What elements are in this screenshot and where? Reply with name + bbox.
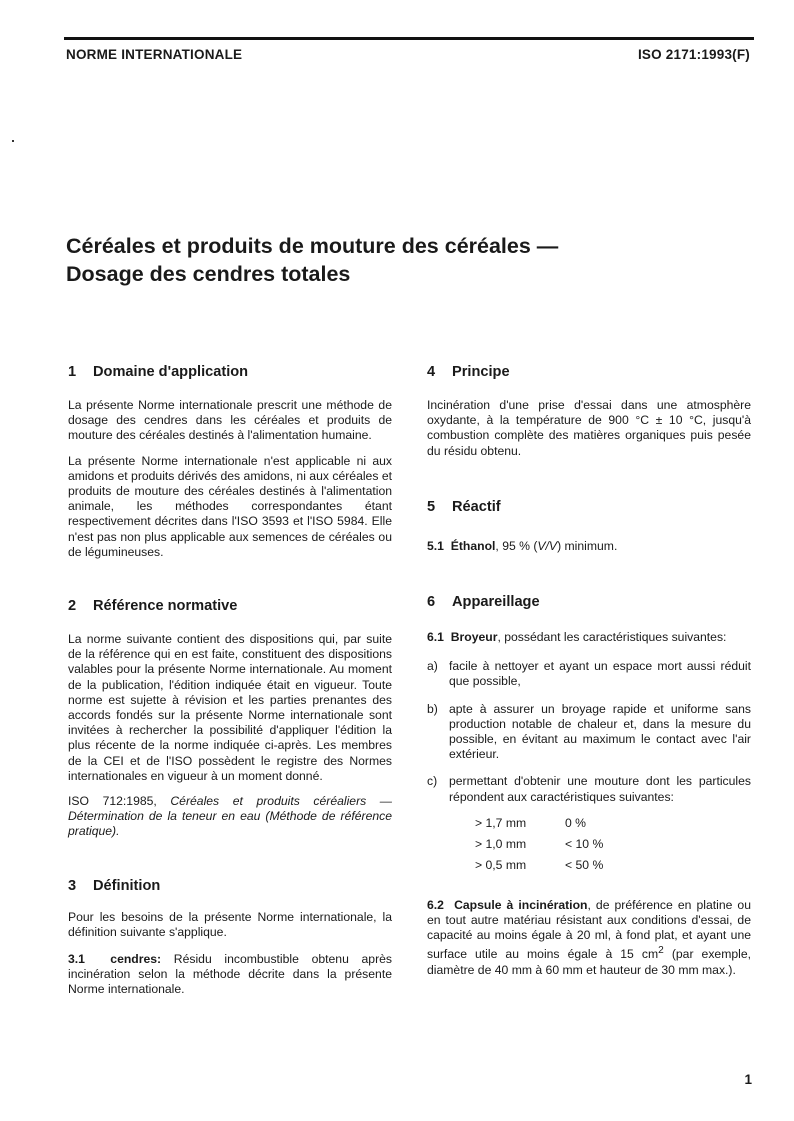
section-3-paragraph-1: Pour les besoins de la présente Norme internationale, la définition suivante s'applique. [68,909,392,939]
list-item-a: a) facile à nettoyer et ayant un espace mort aussi réduit que possible, [427,659,751,689]
title-line-2: Dosage des cendres totales [66,262,351,286]
header-standard-type: NORME INTERNATIONALE [66,47,243,62]
header-rule [64,37,754,40]
section-3-definition: 3.1 cendres: Résidu incombustible obtenu après incinération selon la méthode décrite dans la présente Norme internationale. [68,952,392,997]
list-item-c: c) permettant d'obtenir une mouture dont les particules répondent aux caractéristiques suivantes: [427,774,751,804]
particle-size-table [475,813,751,876]
document-title [66,232,706,288]
section-6-item-1: 6.1 Broyeur, possédant les caractéristiques suivantes: [427,630,727,645]
section-4-paragraph-1: Incinération d'une prise d'essai dans une atmosphère oxydante, à la température de 900 °C ± 10 °C, jusqu'à combustion complète des matières organiques puis pesée du résidu obtenu. [427,398,751,458]
section-3-heading: 3 Définition [68,877,161,894]
left-column [68,362,392,998]
section-4-heading: 4 Principe [427,364,510,380]
section-2-reference: ISO 712:1985, Céréales et produits céréaliers — Détermination de la teneur en eau (Méthode de référence pratique). [68,794,392,839]
header-standard-number: ISO 2171:1993(F) [637,47,750,62]
section-1-paragraph-1: La présente Norme internationale prescrit une méthode de dosage des cendres dans les céréales et produits de mouture des céréales destinés à l'alimentation humaine. [68,398,392,443]
section-6-item-2: 6.2 Capsule à incinération, de préférence en platine ou en tout autre matériau résistant aux conditions d'essai, de capacité au moins égale à 20 ml, à fond plat, et ayant une surface utile au moins égale à 15 $cm^2$ (par exemple, diamètre de 40 mm à 60 mm et hauteur de 30 mm max.). [427,897,751,977]
scan-speck [12,140,14,142]
right-column [427,362,751,978]
section-6-heading: 6 Appareillage [427,594,540,611]
particle-size-row: > 1,0 mm < 10 % [475,836,604,851]
title-line-1: Céréales et produits de mouture des céréales — [66,234,559,258]
particle-size-row: > 0,5 mm < 50 % [475,857,604,872]
section-1-heading: 1 Domaine d'application [68,364,249,380]
particle-size-row: > 1,7 mm 0 % [475,815,587,830]
section-1-paragraph-2: La présente Norme internationale n'est applicable ni aux amidons et produits dérivés des amidons, ni aux céréales et produits de mouture des céréales destinés à l'alimentation animale, les méthodes correspondantes étant respectivement décrites dans l'ISO 3593 et l'ISO 5984. Elle n'est pas non plus applicable aux semences de céréales ou de légumineuses. [68,453,392,559]
page-number: 1 [744,1072,752,1087]
section-2-heading: 2 Référence normative [68,598,238,615]
section-2-paragraph-1: La norme suivante contient des dispositions qui, par suite de la référence qui en est faite, constituent des dispositions valables pour la présente Norme internationale. Au moment de la publication, l'édition indiquée était en vigueur. Toute norme est sujette à révision et les parties prenantes des accords fondés sur la présente Norme internationale sont invitées à rechercher la possibilité d'appliquer l'édition la plus récente de la norme indiquée ci-après. Les membres de la CEI et de l'ISO possèdent le registre des Normes internationales en vigueur à un moment donné. [68,632,392,783]
section-5-heading: 5 Réactif [427,498,501,515]
list-item-b: b) apte à assurer un broyage rapide et uniforme sans production notable de chaleur et, dans la mesure du possible, en évitant au maximum le contact avec l'air extérieur. [427,701,751,762]
section-5-item-1: 5.1 Éthanol, 95 % (V/V) minimum. [427,538,618,553]
